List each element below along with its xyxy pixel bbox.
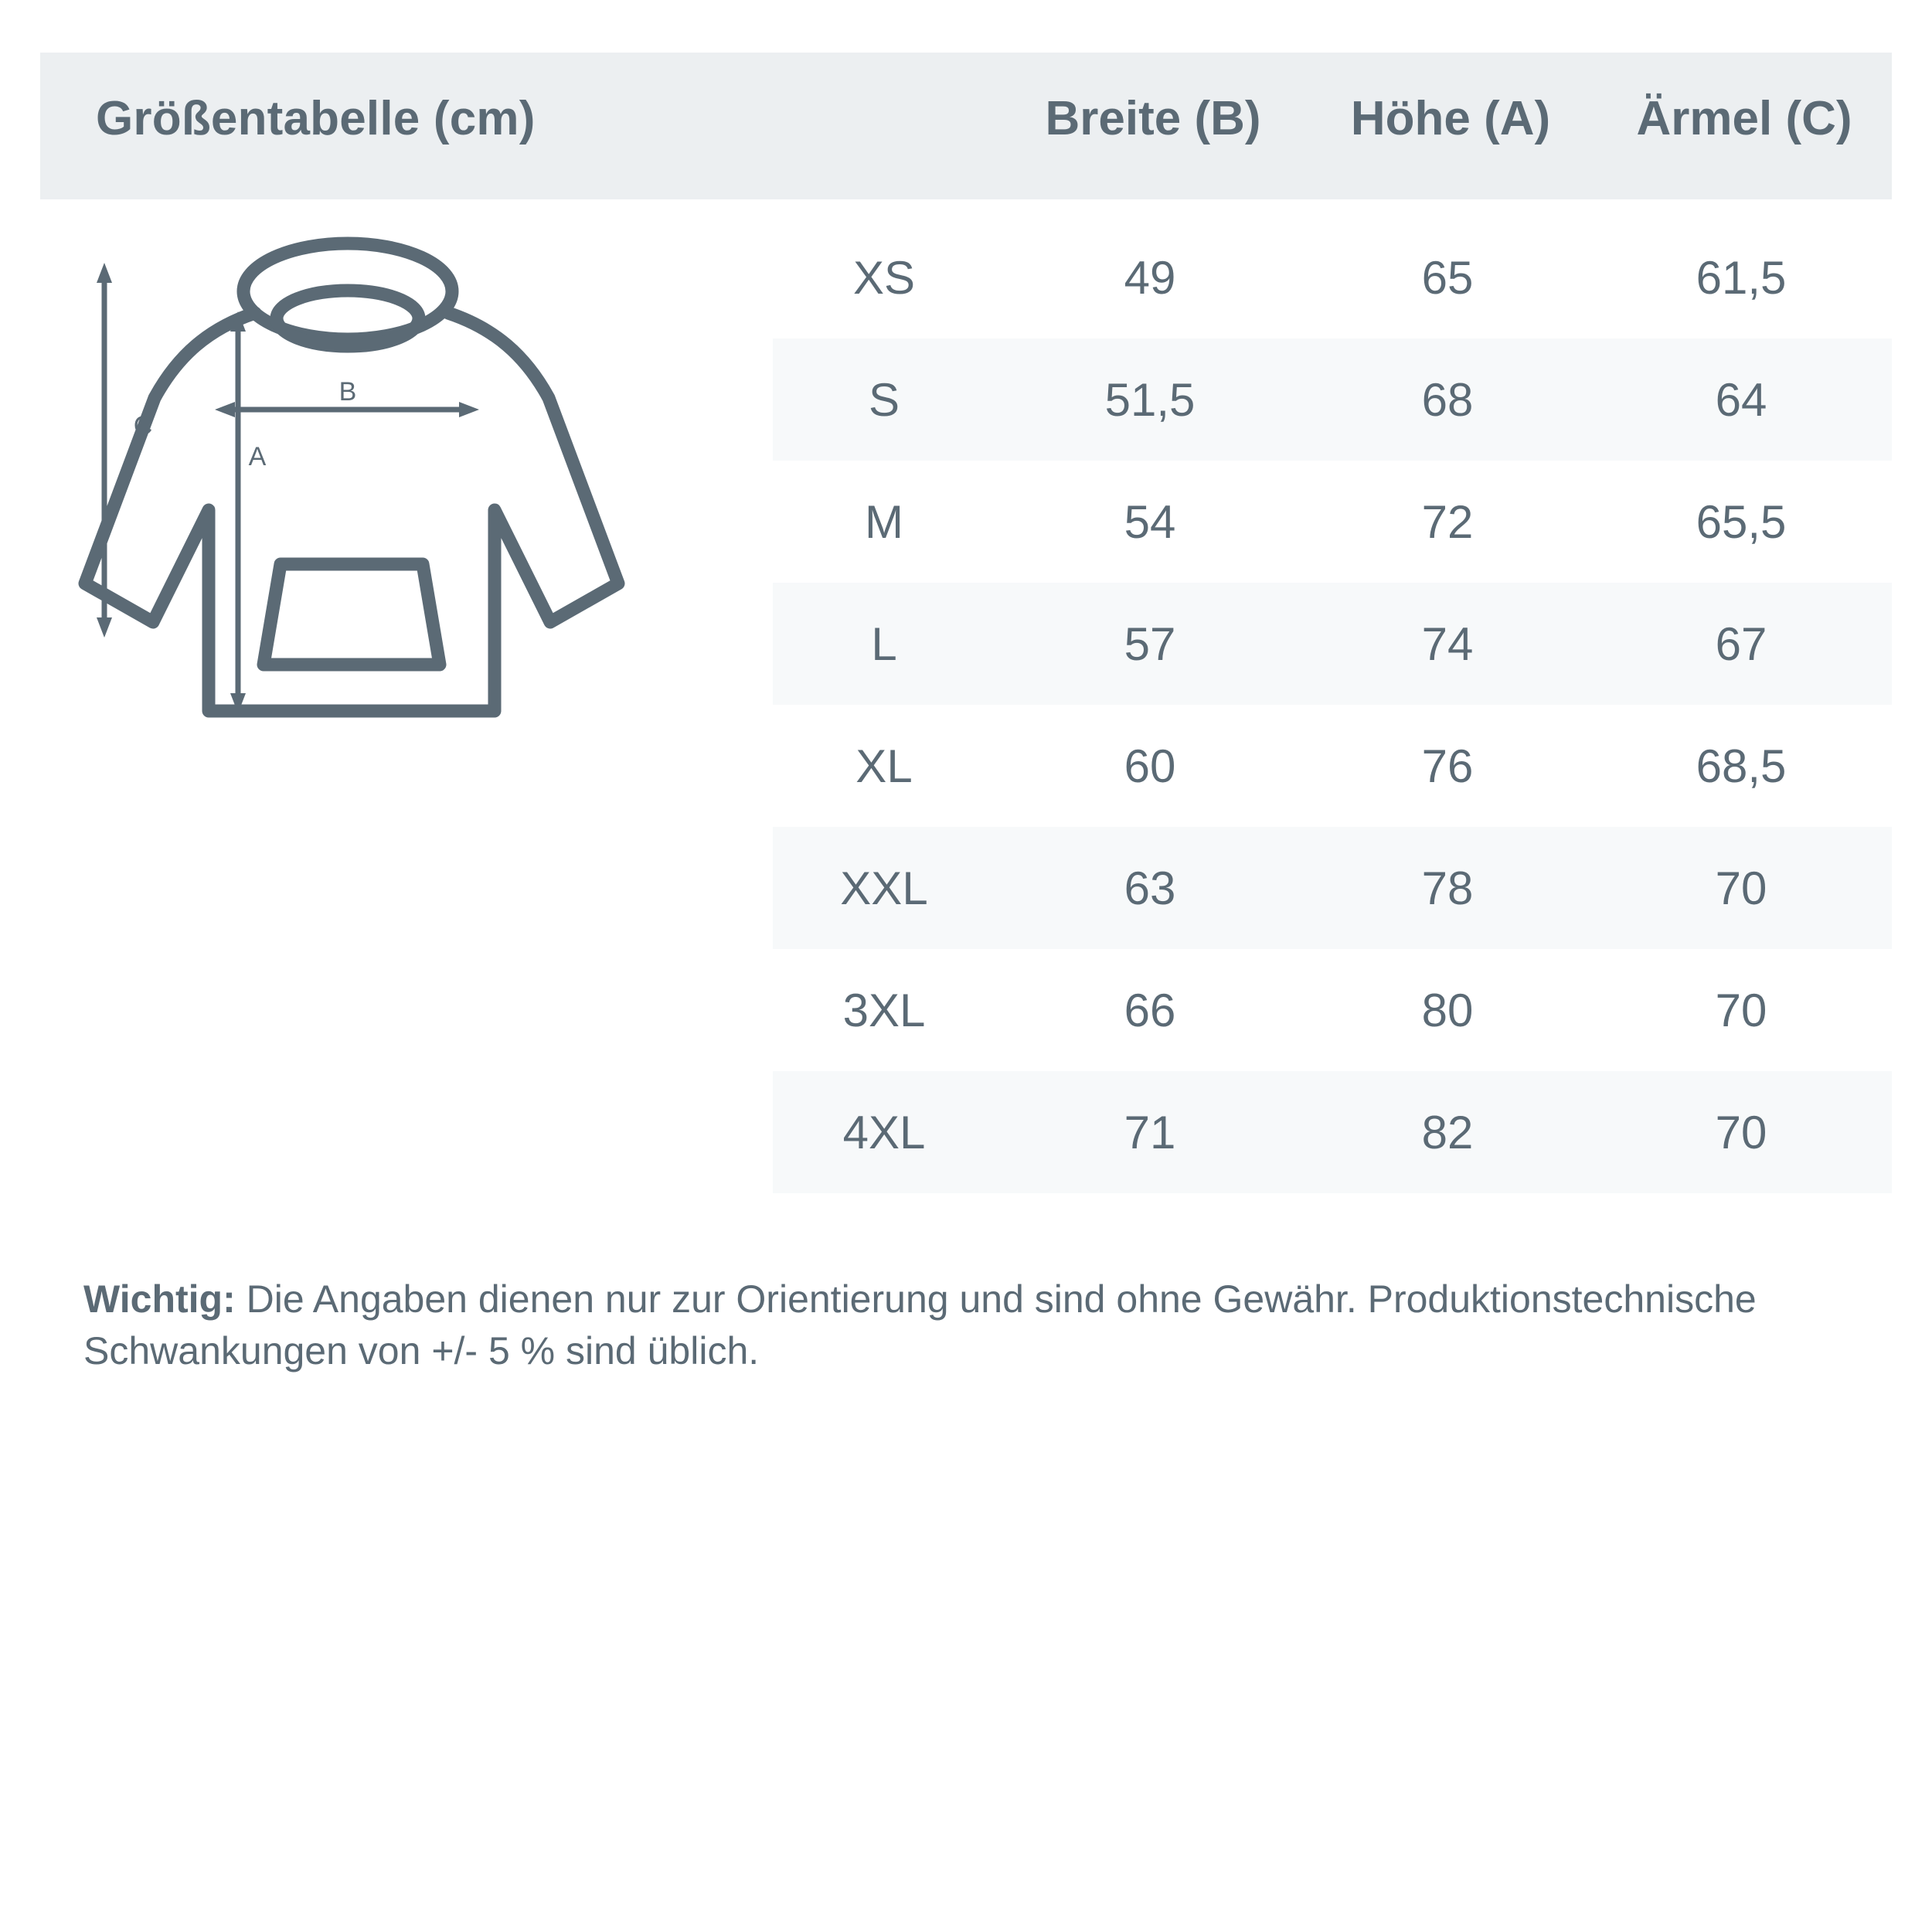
table-row (773, 461, 1892, 583)
table-row (773, 827, 1892, 949)
footnote (83, 1274, 1861, 1376)
cell-size: S (868, 373, 900, 426)
cell-width: 71 (1124, 1106, 1176, 1158)
label-height: A (248, 442, 267, 471)
cell-width: 66 (1124, 984, 1176, 1036)
cell-height: 82 (1421, 1106, 1474, 1158)
cell-width: 54 (1124, 495, 1176, 548)
cell-size: XL (855, 740, 913, 792)
label-width: B (338, 377, 357, 406)
cell-sleeve: 70 (1715, 862, 1767, 914)
cell-sleeve: 67 (1715, 617, 1767, 670)
footnote-label: Wichtig: (83, 1277, 236, 1321)
cell-sleeve: 70 (1715, 984, 1767, 1036)
cell-sleeve: 61,5 (1696, 251, 1787, 304)
cell-size: XS (852, 251, 916, 304)
cell-height: 65 (1421, 251, 1474, 304)
cell-sleeve: 64 (1715, 373, 1767, 426)
cell-height: 78 (1421, 862, 1474, 914)
table-row (773, 1071, 1892, 1193)
cell-height: 76 (1421, 740, 1474, 792)
table-row (773, 583, 1892, 705)
footnote-text: Die Angaben dienen nur zur Orientierung und sind ohne Gewähr. Produktionstechnische Schwankungen von +/- 5 % sind üblich. (83, 1277, 1757, 1372)
cell-width: 57 (1124, 617, 1176, 670)
cell-sleeve: 65,5 (1696, 495, 1787, 548)
table-row (773, 705, 1892, 827)
table-row (773, 949, 1892, 1071)
table-row (773, 216, 1892, 338)
column-header-width: Breite (B) (1045, 92, 1261, 145)
hoodie-diagram (62, 232, 773, 850)
cell-height: 68 (1421, 373, 1474, 426)
label-sleeve: C (133, 411, 153, 440)
cell-width: 49 (1124, 251, 1176, 304)
cell-size: 3XL (842, 984, 926, 1036)
cell-height: 80 (1421, 984, 1474, 1036)
cell-width: 51,5 (1104, 373, 1196, 426)
column-header-sleeve: Ärmel (C) (1636, 92, 1852, 145)
cell-sleeve: 68,5 (1696, 740, 1787, 792)
table-row (773, 338, 1892, 461)
hoodie-outline-icon (85, 243, 618, 711)
size-table (773, 216, 1892, 1193)
page-title: Größentabelle (cm) (96, 92, 536, 145)
table-header-band (40, 53, 1892, 199)
cell-width: 60 (1124, 740, 1176, 792)
column-header-height: Höhe (A) (1350, 92, 1551, 145)
cell-width: 63 (1124, 862, 1176, 914)
cell-size: 4XL (842, 1106, 926, 1158)
cell-size: M (865, 495, 903, 548)
column-headers (998, 91, 1895, 146)
cell-size: XXL (840, 862, 928, 914)
cell-height: 74 (1421, 617, 1474, 670)
cell-sleeve: 70 (1715, 1106, 1767, 1158)
cell-size: L (871, 617, 897, 670)
cell-height: 72 (1421, 495, 1474, 548)
